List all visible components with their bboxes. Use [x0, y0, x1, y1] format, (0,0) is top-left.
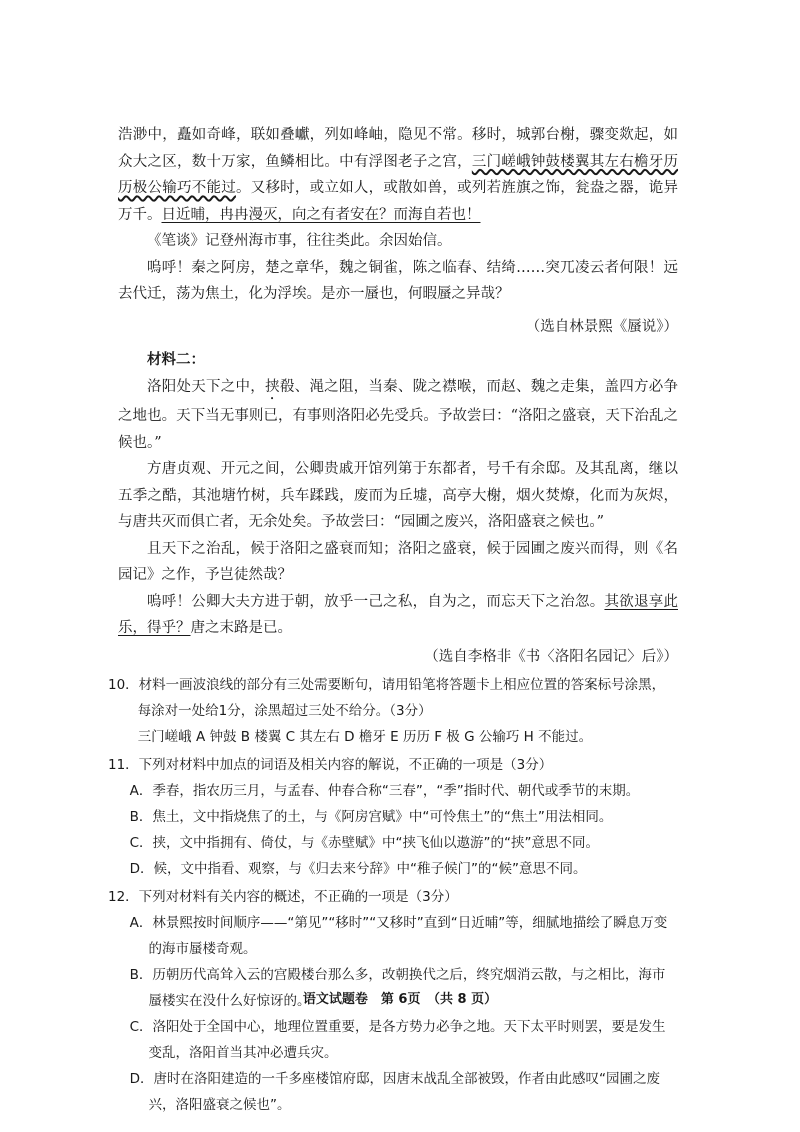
- passage-paragraph-2: 《笔谈》记登州海市事，往往类此。余因始信。: [147, 233, 452, 249]
- option-b: B．历朝历代高耸入云的宫殿楼台那么多，改朝换代之后，终究烟消云散，与之相比，海市蜃楼实在没什么好惊讶的。: [129, 967, 666, 1009]
- passage-paragraph-3: 嗚呼！秦之阿房，楚之章华，魏之铜雀，陈之临春、结绮……突兀凌云者何限！远去代迁，荡为焦土，化为浮埃。是亦一蜃也，何暇蜃之异哉？: [118, 259, 678, 302]
- question-body: 三门嵯峨 A 钟鼓 B 楼翼 C 其左右 D 檐牙 E 历历 F 极 G 公输巧 H 不能过。: [137, 729, 593, 745]
- option-a: A．林景熙按时间顺序——“第见”“移时”“又移时”直到“日近晡”等，细腻地描绘了瞬息万变的海市蜃楼奇观。: [129, 915, 668, 957]
- page-footer: 语文试题卷 第 6页 （共 8 页）: [302, 992, 498, 1007]
- option-a: A．季春，指农历三月，与孟春、仲春合称“三春”，“季”指时代、朝代或季节的末期。: [129, 783, 640, 799]
- passage-text: 浩渺中，矗如奇峰，联如叠巘，列如峰岫，隐见不常。移时，城郭台榭，骤变欻起，如众大之区，数十万家，鱼鳞相比。中有浮图老子之宫，: [118, 127, 678, 170]
- option-b: B．焦土，文中指烧焦了的土，与《阿房宫赋》中“可怜焦土”的“焦土”用法相同。: [129, 809, 613, 825]
- option-c: C．挟，文中指拥有、倚仗，与《赤壁赋》中“挟飞仙以遨游”的“挟”意思不同。: [129, 835, 599, 851]
- question-10: [108, 672, 678, 750]
- passage-text: 殽、渑之阻，当秦、陇之襟喉，而赵、魏之走集，盖四方必争之地也。天下当无事则已，有事则洛阳必先受兵。予故尝曰：“洛阳之盛衰，天下治乱之候也。”: [118, 379, 679, 451]
- material-two-paragraph-4: [118, 589, 678, 642]
- option-d: D．唐时在洛阳建造的一千多座楼馆府邸，因唐末战乱全部被毁，作者由此感叹“园圃之废兴，洛阳盛衰之候也”。: [129, 1071, 660, 1113]
- option-d: D．候，文中指看、观察，与《归去来兮辞》中“稚子候门”的“候”意思不同。: [129, 861, 587, 877]
- exam-page-content: [108, 122, 679, 1118]
- passage-text: 唐之末路是已。: [190, 620, 292, 636]
- question-stem: 10．材料一画波浪线的部分有三处需要断句，请用铅笔将答题卡上相应位置的答案标号涂黑，: [108, 677, 666, 693]
- material-two-paragraph-3: 且天下之治乱，候于洛阳之盛衰而知；洛阳之盛衰，候于园圃之废兴而得，则《名园记》之作，予岂徒然哉？: [118, 540, 678, 583]
- passage-text: 嗚呼！公卿大夫方进于朝，放乎一己之私，自为之，而忘天下之治忽。: [147, 593, 605, 610]
- underlined-text: 其欲退享此乐，得乎？: [118, 593, 678, 636]
- source-citation-2: （选自李格非《书〈洛阳名园记〉后》）: [424, 648, 678, 665]
- material-two-paragraph-1: [118, 374, 678, 456]
- passage-paragraph-1: [118, 122, 678, 228]
- material-two-paragraph-2: 方唐贞观、开元之间，公卿贵戚开馆列第于东都者，号千有余邸。及其乱离，继以五季之酷，其池塘竹树，兵车蹂践，废而为丘墟，高亭大榭，烟火焚燎，化而为灰烬，与唐共灭而俱亡者，无余处矣。予故尝曰：“园圃之废兴，洛阳盛衰之候也。”: [118, 461, 678, 530]
- material-two-heading: 材料二：: [147, 351, 205, 368]
- source-citation-1: （选自林景熙《蜃说》）: [525, 318, 678, 335]
- option-c: C．洛阳处于全国中心，地理位置重要，是各方势力必争之地。天下太平时则罢，要是发生变乱，洛阳首当其冲必遭兵灾。: [129, 1019, 666, 1061]
- question-stem: 11．下列对材料中加点的词语及相关内容的解说，不正确的一项是（3分）: [108, 757, 553, 773]
- underlined-text: 日近晡，冉冉漫灭，向之有者安在？而海自若也！: [161, 206, 481, 223]
- passage-text: 洛阳处天下之中，: [147, 379, 266, 395]
- question-stem: 12．下列对材料有关内容的概述，不正确的一项是（3分）: [108, 889, 458, 905]
- passage-text: 。又移时，或立如人，或散如兽，或列若旌旗之饰，瓮盎之器，诡异万千。: [118, 180, 679, 223]
- dotted-word: 挟: [265, 379, 280, 395]
- question-11: [108, 752, 678, 882]
- wavy-underlined-text: 三门嵯峨钟鼓楼翼其左右檐牙历历极公输巧不能过: [118, 153, 679, 196]
- question-stem-continued: 每涂对一处给1分，涂黑超过三处不给分。（3分）: [137, 703, 432, 719]
